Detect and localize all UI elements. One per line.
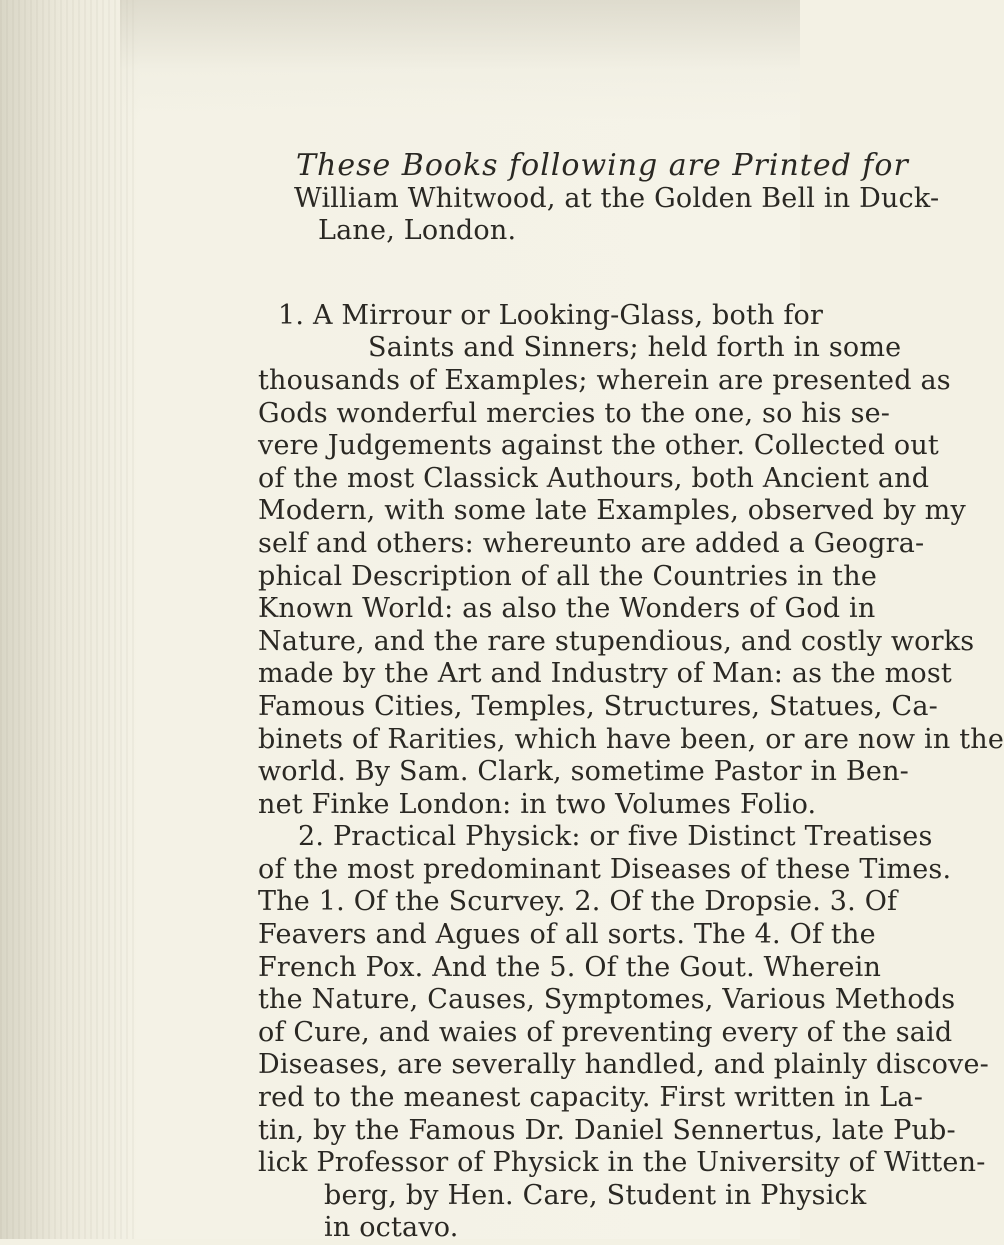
entry1-line: Known World: as also the Wonders of God in: [258, 593, 876, 625]
entry1-line: Saints and Sinners; held forth in some: [368, 332, 902, 364]
entry2-line: Feavers and Agues of all sorts. The 4. Of the: [258, 919, 876, 951]
entry1-line: of the most Classick Authours, both Ancient and: [258, 462, 930, 494]
page-top-shadow: [120, 0, 800, 120]
header-line-3: Lane, London.: [318, 215, 517, 247]
entry1-line: Gods wonderful mercies to the one, so his se-: [258, 397, 891, 429]
entry1-line: Famous Cities, Temples, Structures, Statues, Ca-: [258, 690, 938, 722]
entry1-line: binets of Rarities, which have been, or are now in the: [258, 723, 1004, 755]
entry1-line: Modern, with some late Examples, observed by my: [258, 495, 966, 527]
entry2-line: French Pox. And the 5. Of the Gout. Wherein: [258, 951, 882, 983]
entry2-line: berg, by Hen. Care, Student in Physick: [324, 1179, 867, 1211]
advertisement-text: [258, 148, 1004, 1245]
entry1-line: thousands of Examples; wherein are presented as: [258, 364, 951, 396]
entry2-line: the Nature, Causes, Symptomes, Various Methods: [258, 984, 956, 1016]
entry2-line: Diseases, are severally handled, and plainly discove-: [258, 1049, 990, 1081]
entry1-line: Nature, and the rare stupendious, and costly works: [258, 625, 975, 657]
header-line-2: William Whitwood, at the Golden Bell in Duck-: [294, 182, 940, 214]
page-gutter: [0, 0, 135, 1239]
header-line-1: These Books following are Printed for: [296, 148, 909, 183]
entry2-line: of the most predominant Diseases of these Times.: [258, 853, 952, 885]
entry2-line: of Cure, and waies of preventing every of the said: [258, 1016, 953, 1048]
entry2-line: in octavo.: [324, 1212, 459, 1244]
entry1-line: self and others: whereunto are added a Geogra-: [258, 527, 925, 559]
entry2-line: tin, by the Famous Dr. Daniel Sennertus, late Pub-: [258, 1114, 956, 1146]
entry1-line: 1. A Mirrour or Looking-Glass, both for: [278, 299, 824, 331]
entry1-line: vere Judgements against the other. Collected out: [258, 430, 939, 462]
entry1-line: net Finke London: in two Volumes Folio.: [258, 788, 817, 820]
entry1-line: world. By Sam. Clark, sometime Pastor in Ben-: [258, 756, 910, 788]
entry1-line: phical Description of all the Countries in the: [258, 560, 877, 592]
entry2-line: lick Professor of Physick in the University of Witten-: [258, 1147, 986, 1179]
entry1-line: made by the Art and Industry of Man: as the most: [258, 658, 952, 690]
entry2-line: The 1. Of the Scurvey. 2. Of the Dropsie. 3. Of: [258, 886, 898, 918]
entry2-line: 2. Practical Physick: or five Distinct Treatises: [298, 821, 933, 853]
entry2-line: red to the meanest capacity. First written in La-: [258, 1082, 924, 1114]
